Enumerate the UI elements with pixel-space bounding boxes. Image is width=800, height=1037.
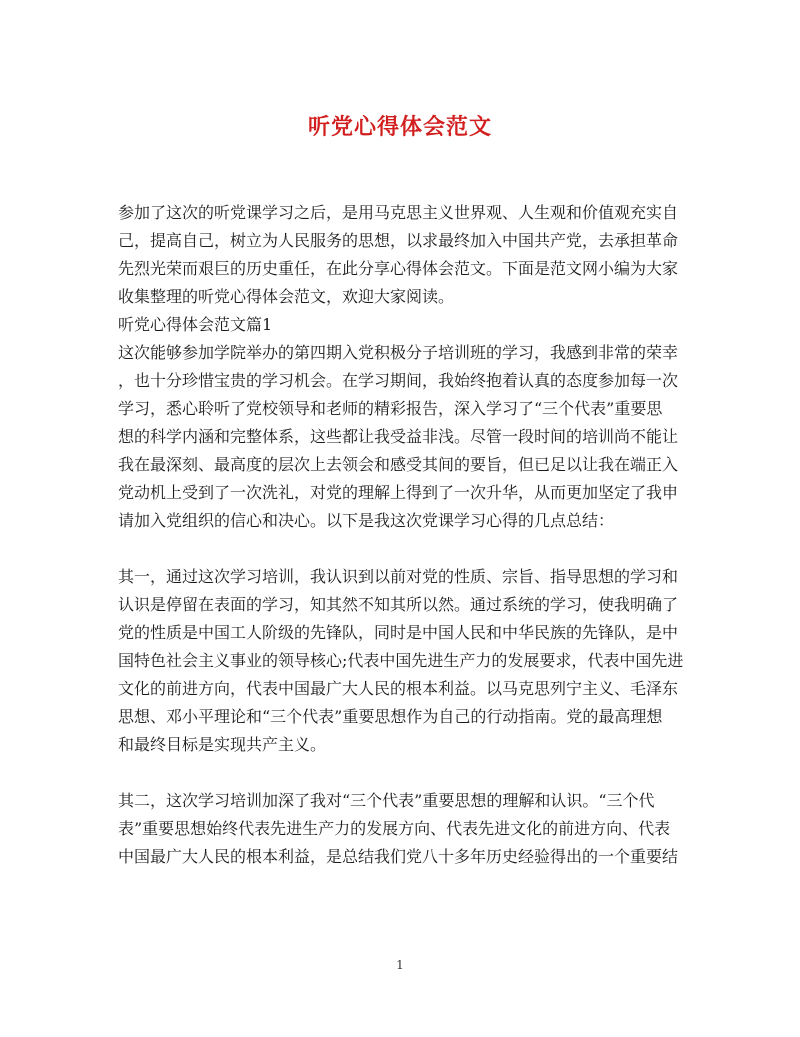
text-line: 请加入党组织的信心和决心。以下是我这次党课学习心得的几点总结：	[118, 511, 615, 530]
text-line: 表”重要思想始终代表先进生产力的发展方向、代表先进文化的前进方向、代表	[118, 819, 671, 838]
document-title: 听党心得体会范文	[307, 114, 492, 140]
text-line: 我在最深刻、最高度的层次上去领会和感受其间的要旨，但已足以让我在端正入	[118, 455, 679, 474]
paragraph-gap	[118, 759, 684, 787]
text-line: ，也十分珍惜宝贵的学习机会。在学习期间，我始终抱着认真的态度参加每一次	[118, 371, 679, 390]
text-line: 认识是停留在表面的学习，知其然不知其所以然。通过系统的学习，使我明确了	[118, 595, 679, 614]
text-line: 中国最广大人民的根本利益，是总结我们党八十多年历史经验得出的一个重要结	[118, 847, 679, 866]
text-line: 文化的前进方向，代表中国最广大人民的根本利益。以马克思列宁主义、毛泽东	[118, 679, 679, 698]
text-line: 想的科学内涵和完整体系，这些都让我受益非浅。尽管一段时间的培训尚不能让	[118, 427, 679, 446]
paragraph-2	[118, 563, 684, 759]
paragraph-gap	[118, 535, 684, 563]
document-body	[118, 199, 684, 871]
text-line: 收集整理的听党心得体会范文，欢迎大家阅读。	[118, 287, 455, 306]
text-line: 党的性质是中国工人阶级的先锋队，同时是中国人民和中华民族的先锋队，是中	[118, 623, 679, 642]
text-line: 先烈光荣而艰巨的历史重任，在此分享心得体会范文。下面是范文网小编为大家	[118, 259, 679, 278]
text-line: 己，提高自己，树立为人民服务的思想，以求最终加入中国共产党，去承担革命	[118, 231, 679, 250]
intro-paragraph	[118, 199, 684, 311]
text-line: 思想、邓小平理论和“三个代表”重要思想作为自己的行动指南。党的最高理想	[118, 707, 663, 726]
text-line: 党动机上受到了一次洗礼，对党的理解上得到了一次升华，从而更加坚定了我申	[118, 483, 679, 502]
text-line: 其一，通过这次学习培训，我认识到以前对党的性质、宗旨、指导思想的学习和	[118, 567, 679, 586]
text-line: 和最终目标是实现共产主义。	[118, 735, 327, 754]
text-line: 其二，这次学习培训加深了我对“三个代表”重要思想的理解和认识。“三个代	[118, 791, 655, 810]
paragraph-3	[118, 787, 684, 871]
text-line: 参加了这次的听党课学习之后，是用马克思主义世界观、人生观和价值观充实自	[118, 203, 679, 222]
section-heading: 听党心得体会范文篇1	[118, 315, 273, 334]
text-line: 国特色社会主义事业的领导核心;代表中国先进生产力的发展要求，代表中国先进	[118, 651, 684, 670]
text-line: 学习，悉心聆听了党校领导和老师的精彩报告，深入学习了“三个代表”重要思	[118, 399, 663, 418]
text-line: 这次能够参加学院举办的第四期入党积极分子培训班的学习，我感到非常的荣幸	[118, 343, 679, 362]
page-number: 1	[396, 958, 404, 972]
paragraph-1	[118, 339, 684, 535]
